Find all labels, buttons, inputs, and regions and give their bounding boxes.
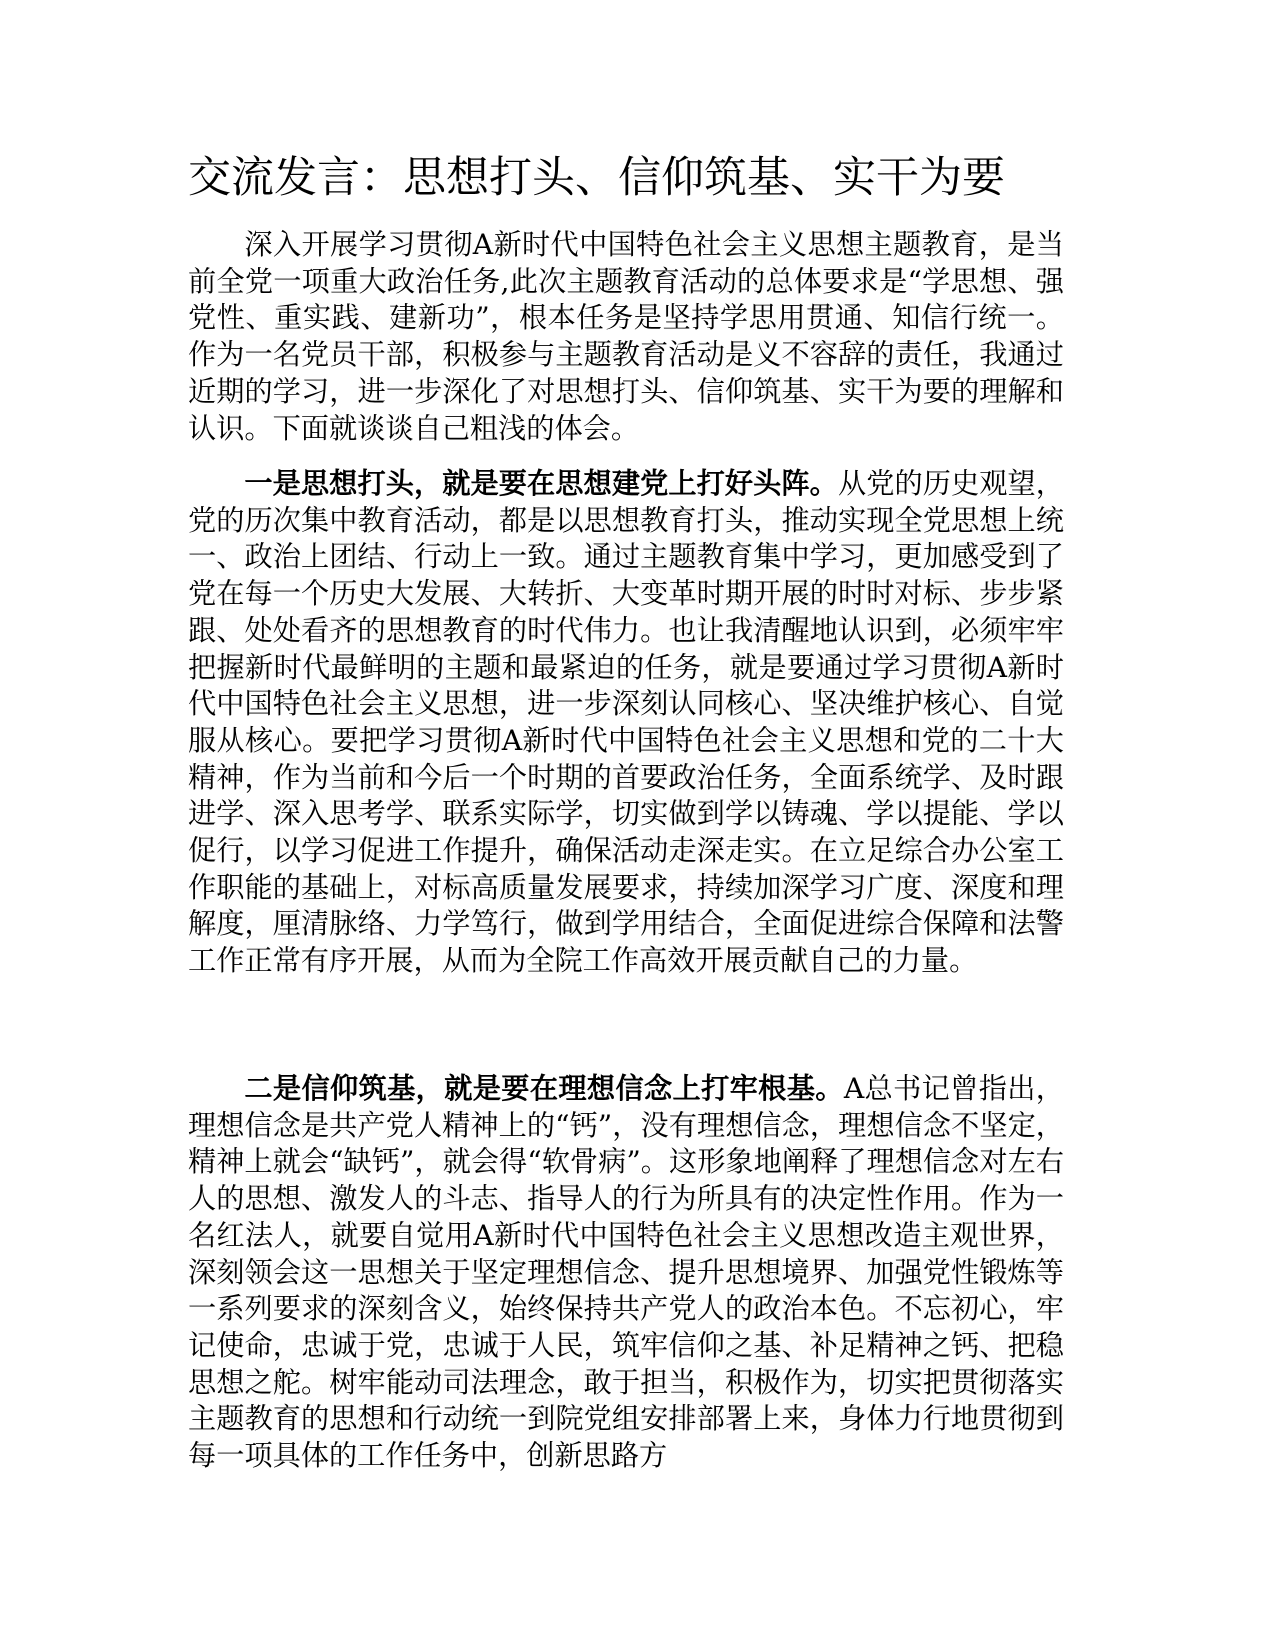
paragraph-thought-first-text: 从党的历史观望，党的历次集中教育活动，都是以思想教育打头，推动实现全党思想上统一、政治上团结、行动上一致。通过主题教育集中学习，更加感受到了党在每一个历史大发展、大转折、大变革时期开展的时时对标、步步紧跟、处处看齐的思想教育的时代伟力。也让我清醒地认识到，必须牢牢把握新时代最鲜明的主题和最紧迫的任务，就是要通过学习贯彻A新时代中国特色社会主义思想，进一步深刻认同核心、坚决维护核心、自觉服从核心。要把学习贯彻A新时代中国特色社会主义思想和党的二十大精神，作为当前和今后一个时期的首要政治任务，全面系统学、及时跟进学、深入思考学、联系实际学，切实做到学以铸魂、学以提能、学以促行，以学习促进工作提升，确保活动走深走实。在立足综合办公室工作职能的基础上，对标高质量发展要求，持续加深学习广度、深度和理解度，厘清脉络、力学笃行，做到学用结合，全面促进综合保障和法警工作正常有序开展，从而为全院工作高效开展贡献自己的力量。 xyxy=(188,467,1064,978)
paragraph-faith-foundation-text: A总书记曾指出，理想信念是共产党人精神上的“钙”，没有理想信念，理想信念不坚定，精神上就会“缺钙”，就会得“软骨病”。这形象地阐释了理想信念对左右人的思想、激发人的斗志、指导人的行为所具有的决定性作用。作为一名红法人，就要自觉用A新时代中国特色社会主义思想改造主观世界，深刻领会这一思想关于坚定理想信念、提升思想境界、加强党性锻炼等一系列要求的深刻含义，始终保持共产党人的政治本色。不忘初心，牢记使命，忠诚于党，忠诚于人民，筑牢信仰之基、补足精神之钙、把稳思想之舵。树牢能动司法理念，敢于担当，积极作为，切实把贯彻落实主题教育的思想和行动统一到院党组安排部署上来，身体力行地贯彻到每一项具体的工作任务中，创新思路方 xyxy=(188,1072,1064,1473)
paragraph-faith-foundation-lead: 二是信仰筑基，就是要在理想信念上打牢根基。 xyxy=(244,1072,844,1105)
paragraph-thought-first xyxy=(188,466,1064,980)
paragraph-intro-text: 深入开展学习贯彻A新时代中国特色社会主义思想主题教育，是当前全党一项重大政治任务,此次主题教育活动的总体要求是“学思想、强党性、重实践、建新功”，根本任务是坚持学思用贯通、知信行统一。作为一名党员干部，积极参与主题教育活动是义不容辞的责任，我通过近期的学习，进一步深化了对思想打头、信仰筑基、实干为要的理解和认识。下面就谈谈自己粗浅的体会。 xyxy=(188,228,1064,445)
paragraph-intro xyxy=(188,227,1064,447)
paragraph-faith-foundation xyxy=(188,1071,1064,1475)
document-title: 交流发言：思想打头、信仰筑基、实干为要 xyxy=(188,153,1005,203)
paragraph-thought-first-lead: 一是思想打头，就是要在思想建党上打好头阵。 xyxy=(244,467,838,500)
